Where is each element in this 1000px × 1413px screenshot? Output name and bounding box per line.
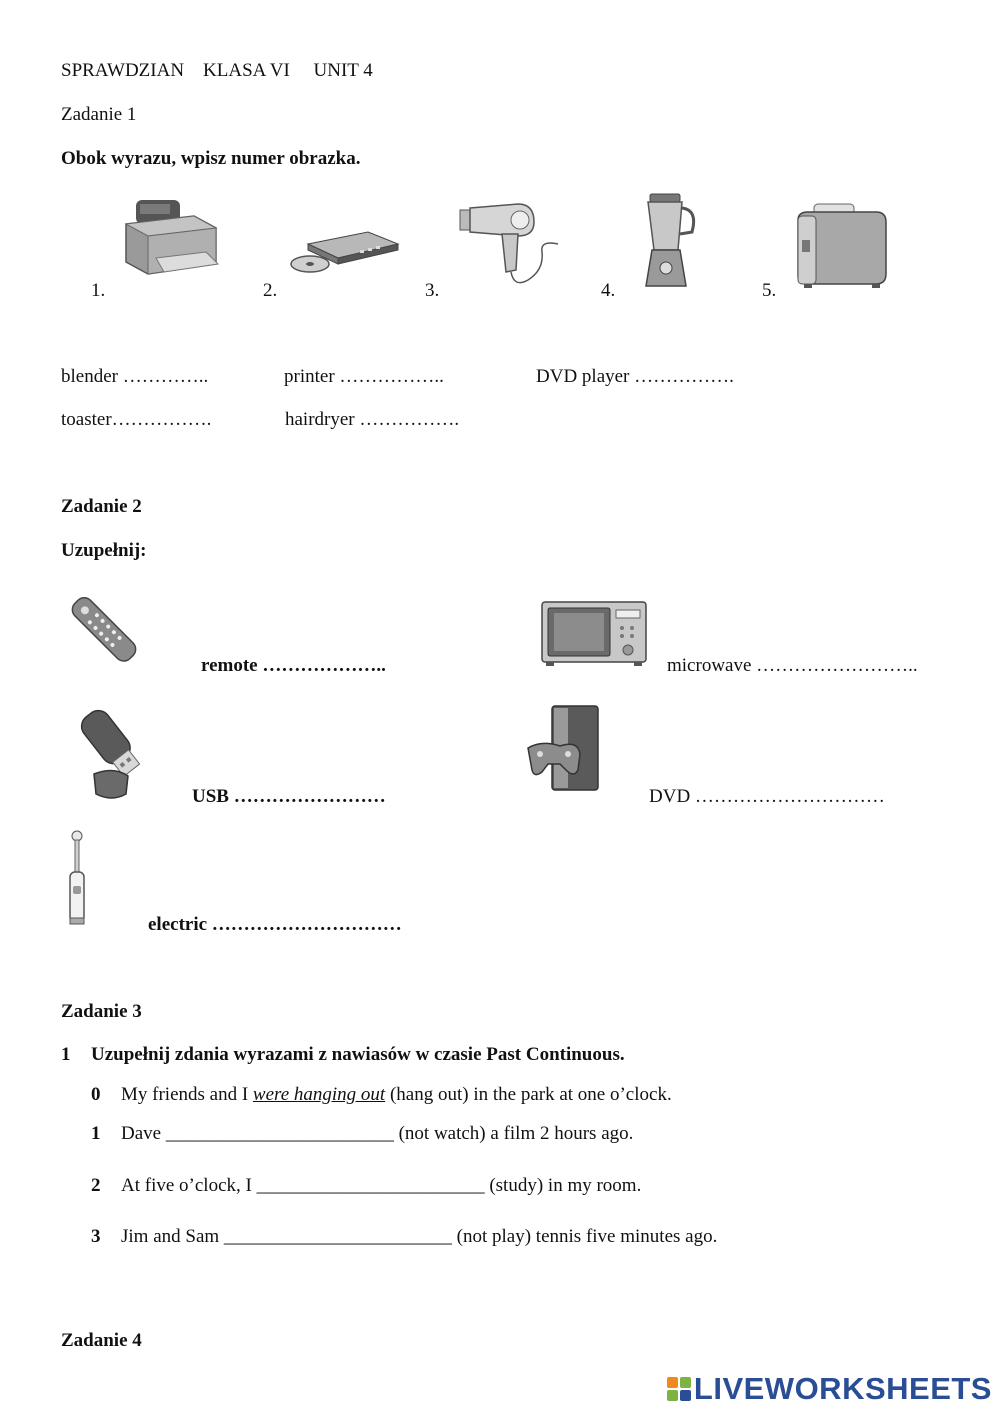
toaster-icon [794, 200, 890, 290]
test-header: SPRAWDZIAN KLASA VI UNIT 4 [61, 60, 373, 81]
word-printer[interactable]: printer …………….. [284, 366, 444, 387]
liveworksheets-logo-text: LIVEWORKSHEETS [693, 1371, 992, 1406]
sentence-text[interactable]: At five o’clock, I ________________________ (study) in my room. [121, 1175, 642, 1196]
task3-title: Zadanie 3 [61, 1001, 142, 1022]
sentence-text[interactable]: Jim and Sam ________________________ (not play) tennis five minutes ago. [121, 1226, 718, 1247]
picture-number-2: 2. [263, 280, 278, 301]
task2-usb[interactable]: USB …………………… [192, 786, 386, 807]
dvd-player-icon [288, 222, 400, 278]
task2-remote[interactable]: remote ……………….. [201, 655, 386, 676]
liveworksheets-logo-icon [666, 1375, 692, 1403]
liveworksheets-logo [666, 1371, 992, 1407]
sentence-2[interactable] [91, 1175, 641, 1197]
task4-title: Zadanie 4 [61, 1330, 142, 1351]
hairdryer-icon [458, 200, 562, 294]
picture-number-5: 5. [762, 280, 777, 301]
task3-instruction: Uzupełnij zdania wyrazami z nawiasów w czasie Past Continuous. [91, 1044, 625, 1065]
task2-electric[interactable]: electric ………………………… [148, 914, 402, 935]
task1-title: Zadanie 1 [61, 104, 137, 125]
microwave-icon [540, 600, 648, 668]
printer-icon [120, 198, 220, 284]
sentence-text[interactable]: Dave ________________________ (not watch) a film 2 hours ago. [121, 1123, 634, 1144]
word-hairdryer[interactable]: hairdryer ……………. [285, 409, 460, 430]
task2-instruction: Uzupełnij: [61, 540, 147, 561]
task2-microwave[interactable]: microwave …………………….. [667, 655, 918, 676]
task3-instruction-row [61, 1044, 625, 1066]
game-console-icon [526, 704, 602, 794]
remote-control-icon [68, 592, 140, 664]
picture-number-4: 4. [601, 280, 616, 301]
sentence-number: 2 [91, 1175, 101, 1196]
task1-instruction: Obok wyrazu, wpisz numer obrazka. [61, 148, 361, 169]
task2-title: Zadanie 2 [61, 496, 142, 517]
sentence-number: 3 [91, 1226, 101, 1247]
example-sentence [91, 1084, 672, 1106]
word-dvd-player[interactable]: DVD player ……………. [536, 366, 734, 387]
sentence-3[interactable] [91, 1226, 717, 1248]
picture-number-1: 1. [91, 280, 106, 301]
task2-dvd[interactable]: DVD ………………………… [649, 786, 885, 807]
word-blender[interactable]: blender ………….. [61, 366, 209, 387]
example-answer: were hanging out [252, 1084, 386, 1105]
usb-stick-icon [70, 704, 150, 800]
example-after: (hang out) in the park at one o’clock. [385, 1084, 672, 1105]
example-number: 0 [91, 1084, 101, 1105]
example-before: My friends and I [121, 1084, 253, 1105]
sentence-1[interactable] [91, 1123, 633, 1145]
blender-icon [640, 192, 702, 290]
electric-toothbrush-icon [62, 830, 92, 928]
word-toaster[interactable]: toaster……………. [61, 409, 212, 430]
sentence-number: 1 [91, 1123, 101, 1144]
picture-number-3: 3. [425, 280, 440, 301]
exercise-number: 1 [61, 1044, 71, 1065]
